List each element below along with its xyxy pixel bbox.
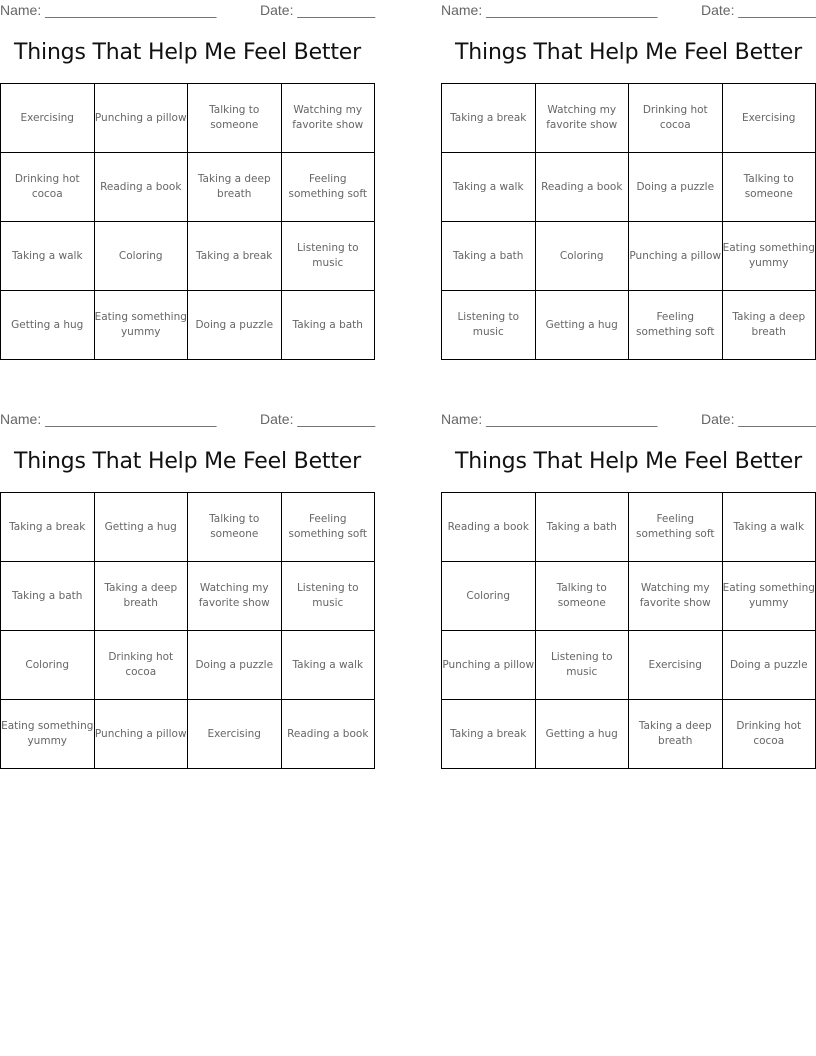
grid-cell: Taking a break [1,493,95,562]
grid-row [442,562,816,631]
grid-cell: Drinking hot cocoa [94,631,188,700]
grid-cell: Taking a walk [442,153,536,222]
grid-cell: Taking a walk [1,222,95,291]
grid-cell: Listening to music [281,562,375,631]
name-field: Name: ______________________ [441,411,658,427]
grid-row [442,631,816,700]
grid-cell: Punching a pillow [629,222,723,291]
grid-cell: Getting a hug [535,291,629,360]
grid-row [1,222,375,291]
grid-cell: Listening to music [535,631,629,700]
name-field: Name: ______________________ [441,2,658,18]
grid-cell: Punching a pillow [94,84,188,153]
grid-row [1,153,375,222]
grid-cell: Feeling something soft [629,493,723,562]
grid-cell: Taking a bath [442,222,536,291]
grid-cell: Doing a puzzle [629,153,723,222]
grid-cell: Feeling something soft [281,493,375,562]
grid-cell: Talking to someone [188,493,282,562]
grid-row [442,153,816,222]
card-header [441,0,816,22]
card-title: Things That Help Me Feel Better [14,449,361,474]
grid-cell: Exercising [722,84,816,153]
grid-cell: Watching my favorite show [281,84,375,153]
grid-row [442,493,816,562]
grid-cell: Exercising [1,84,95,153]
bingo-grid [0,492,375,769]
grid-cell: Watching my favorite show [188,562,282,631]
card-title: Things That Help Me Feel Better [14,40,361,65]
grid-cell: Watching my favorite show [535,84,629,153]
grid-cell: Coloring [535,222,629,291]
card-header [0,409,375,431]
grid-cell: Taking a walk [281,631,375,700]
date-field: Date: __________ [260,411,376,427]
grid-row [442,84,816,153]
grid-cell: Taking a break [188,222,282,291]
grid-row [1,493,375,562]
grid-cell: Feeling something soft [281,153,375,222]
grid-cell: Talking to someone [722,153,816,222]
grid-row [1,700,375,769]
bingo-card-3 [0,409,376,747]
grid-cell: Eating something yummy [94,291,188,360]
grid-row [1,84,375,153]
grid-cell: Feeling something soft [629,291,723,360]
card-title: Things That Help Me Feel Better [455,449,802,474]
grid-row [1,631,375,700]
grid-cell: Talking to someone [535,562,629,631]
bingo-card-2 [441,0,816,338]
grid-row [442,700,816,769]
grid-cell: Doing a puzzle [188,631,282,700]
grid-cell: Eating something yummy [722,562,816,631]
grid-cell: Coloring [1,631,95,700]
grid-cell: Listening to music [281,222,375,291]
grid-cell: Getting a hug [94,493,188,562]
grid-cell: Reading a book [442,493,536,562]
bingo-grid [441,492,816,769]
grid-cell: Exercising [188,700,282,769]
grid-cell: Drinking hot cocoa [722,700,816,769]
bingo-grid [0,83,375,360]
grid-row [1,562,375,631]
grid-cell: Drinking hot cocoa [1,153,95,222]
grid-cell: Taking a deep breath [629,700,723,769]
grid-cell: Doing a puzzle [722,631,816,700]
grid-cell: Taking a deep breath [94,562,188,631]
card-header [441,409,816,431]
grid-cell: Drinking hot cocoa [629,84,723,153]
date-field: Date: __________ [260,2,376,18]
bingo-card-1 [0,0,376,338]
card-header [0,0,375,22]
grid-cell: Watching my favorite show [629,562,723,631]
grid-row [442,222,816,291]
grid-cell: Coloring [442,562,536,631]
grid-cell: Reading a book [535,153,629,222]
grid-cell: Exercising [629,631,723,700]
grid-cell: Taking a deep breath [188,153,282,222]
grid-cell: Taking a bath [535,493,629,562]
grid-cell: Taking a bath [281,291,375,360]
grid-cell: Talking to someone [188,84,282,153]
grid-cell: Punching a pillow [94,700,188,769]
grid-cell: Taking a walk [722,493,816,562]
grid-cell: Taking a bath [1,562,95,631]
bingo-grid [441,83,816,360]
grid-row [442,291,816,360]
bingo-card-4 [441,409,816,747]
grid-cell: Taking a break [442,84,536,153]
grid-cell: Eating something yummy [1,700,95,769]
card-title: Things That Help Me Feel Better [455,40,802,65]
grid-cell: Doing a puzzle [188,291,282,360]
grid-cell: Reading a book [281,700,375,769]
grid-cell: Taking a break [442,700,536,769]
date-field: Date: __________ [701,411,816,427]
grid-cell: Getting a hug [535,700,629,769]
grid-cell: Punching a pillow [442,631,536,700]
grid-cell: Getting a hug [1,291,95,360]
grid-cell: Coloring [94,222,188,291]
grid-row [1,291,375,360]
date-field: Date: __________ [701,2,816,18]
grid-cell: Taking a deep breath [722,291,816,360]
grid-cell: Listening to music [442,291,536,360]
name-field: Name: ______________________ [0,411,217,427]
name-field: Name: ______________________ [0,2,217,18]
grid-cell: Reading a book [94,153,188,222]
grid-cell: Eating something yummy [722,222,816,291]
